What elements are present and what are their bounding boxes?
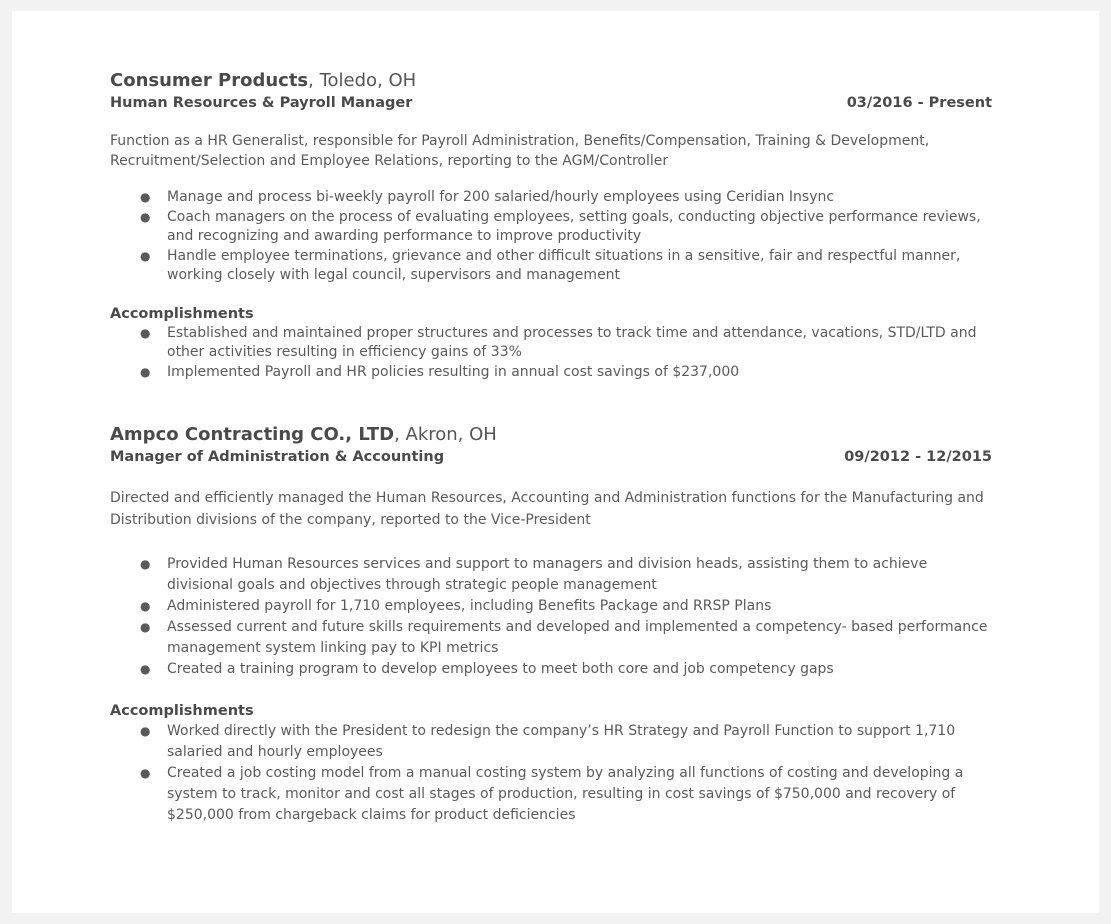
company-line [110, 69, 992, 93]
job-entry [110, 69, 992, 382]
resume-page [12, 11, 1099, 913]
list-item: ● Established and maintained proper structures and processes to track time and attendance, vacations, STD/LTD and other activities resulting in efficiency gains of 33% [140, 324, 977, 360]
accomplishments-heading: Accomplishments [110, 703, 254, 719]
bullet-icon: ● [140, 248, 151, 263]
bullet-icon: ● [140, 209, 151, 224]
company-name: Consumer Products [110, 70, 309, 91]
company-location: , Akron, OH [394, 424, 497, 445]
job-summary: Function as a HR Generalist, responsible for Payroll Administration, Benefits/Compensation, Training & Development, Recruitment/Selection and Employee Relations, reporting to the AGM/Controller [110, 133, 930, 169]
list-item: ● Created a training program to develop employees to meet both core and job competency gaps [110, 659, 992, 680]
list-item: ● Implemented Payroll and HR policies resulting in annual cost savings of $237,000 [110, 363, 992, 383]
job-entry [110, 423, 992, 826]
job-title: Manager of Administration & Accounting [110, 449, 445, 465]
list-item: ● Created a job costing model from a manual costing system by analyzing all functions of costing and developing a system to track, monitor and cost all stages of production, resulting in cost savings of $750,000 and recovery of $250,000 from chargeback claims for product deficiencies [140, 765, 964, 823]
bullet-icon: ● [140, 364, 151, 379]
bullet-icon: ● [140, 662, 151, 676]
list-item: ● Administered payroll for 1,710 employees, including Benefits Package and RRSP Plans [110, 596, 992, 617]
job-title: Human Resources & Payroll Manager [110, 95, 413, 111]
list-item: ● Assessed current and future skills requirements and developed and implemented a competency- based performance management system linking pay to KPI metrics [140, 619, 988, 656]
accomplishments-heading: Accomplishments [110, 305, 254, 322]
duties-list [110, 554, 992, 680]
bullet-icon: ● [140, 620, 151, 634]
job-dates: 09/2012 - 12/2015 [844, 449, 992, 465]
accomplishments-list [110, 324, 992, 383]
bullet-icon: ● [140, 724, 151, 738]
duties-list [110, 188, 992, 286]
list-item: ● Worked directly with the President to redesign the company’s HR Strategy and Payroll Function to support 1,710 salaried and hourly employees [140, 723, 956, 760]
list-item: ● Handle employee terminations, grievance and other difficult situations in a sensitive, fair and respectful manner, working closely with legal council, supervisors and management [140, 247, 961, 283]
bullet-icon: ● [140, 190, 151, 204]
company-name: Ampco Contracting CO., LTD [110, 424, 395, 445]
list-item: ● Provided Human Resources services and support to managers and division heads, assisting them to achieve divisional goals and objectives through strategic people management [140, 556, 928, 593]
list-item: ● Manage and process bi-weekly payroll for 200 salaried/hourly employees using Ceridian Insync [110, 188, 992, 208]
bullet-icon: ● [140, 557, 151, 571]
title-row [110, 93, 992, 113]
bullet-icon: ● [140, 766, 151, 780]
bullet-icon: ● [140, 325, 151, 340]
job-dates: 03/2016 - Present [846, 95, 992, 111]
job-summary: Directed and efficiently managed the Human Resources, Accounting and Administration functions for the Manufacturing and Distribution divisions of the company, reported to the Vice-President [110, 490, 984, 528]
list-item: ● Coach managers on the process of evaluating employees, setting goals, conducting objective performance reviews, and recognizing and awarding performance to improve productivity [140, 208, 981, 244]
bullet-icon: ● [140, 599, 151, 613]
company-line [110, 423, 992, 447]
title-row [110, 447, 992, 467]
company-location: , Toledo, OH [308, 70, 417, 91]
accomplishments-list [110, 721, 992, 826]
